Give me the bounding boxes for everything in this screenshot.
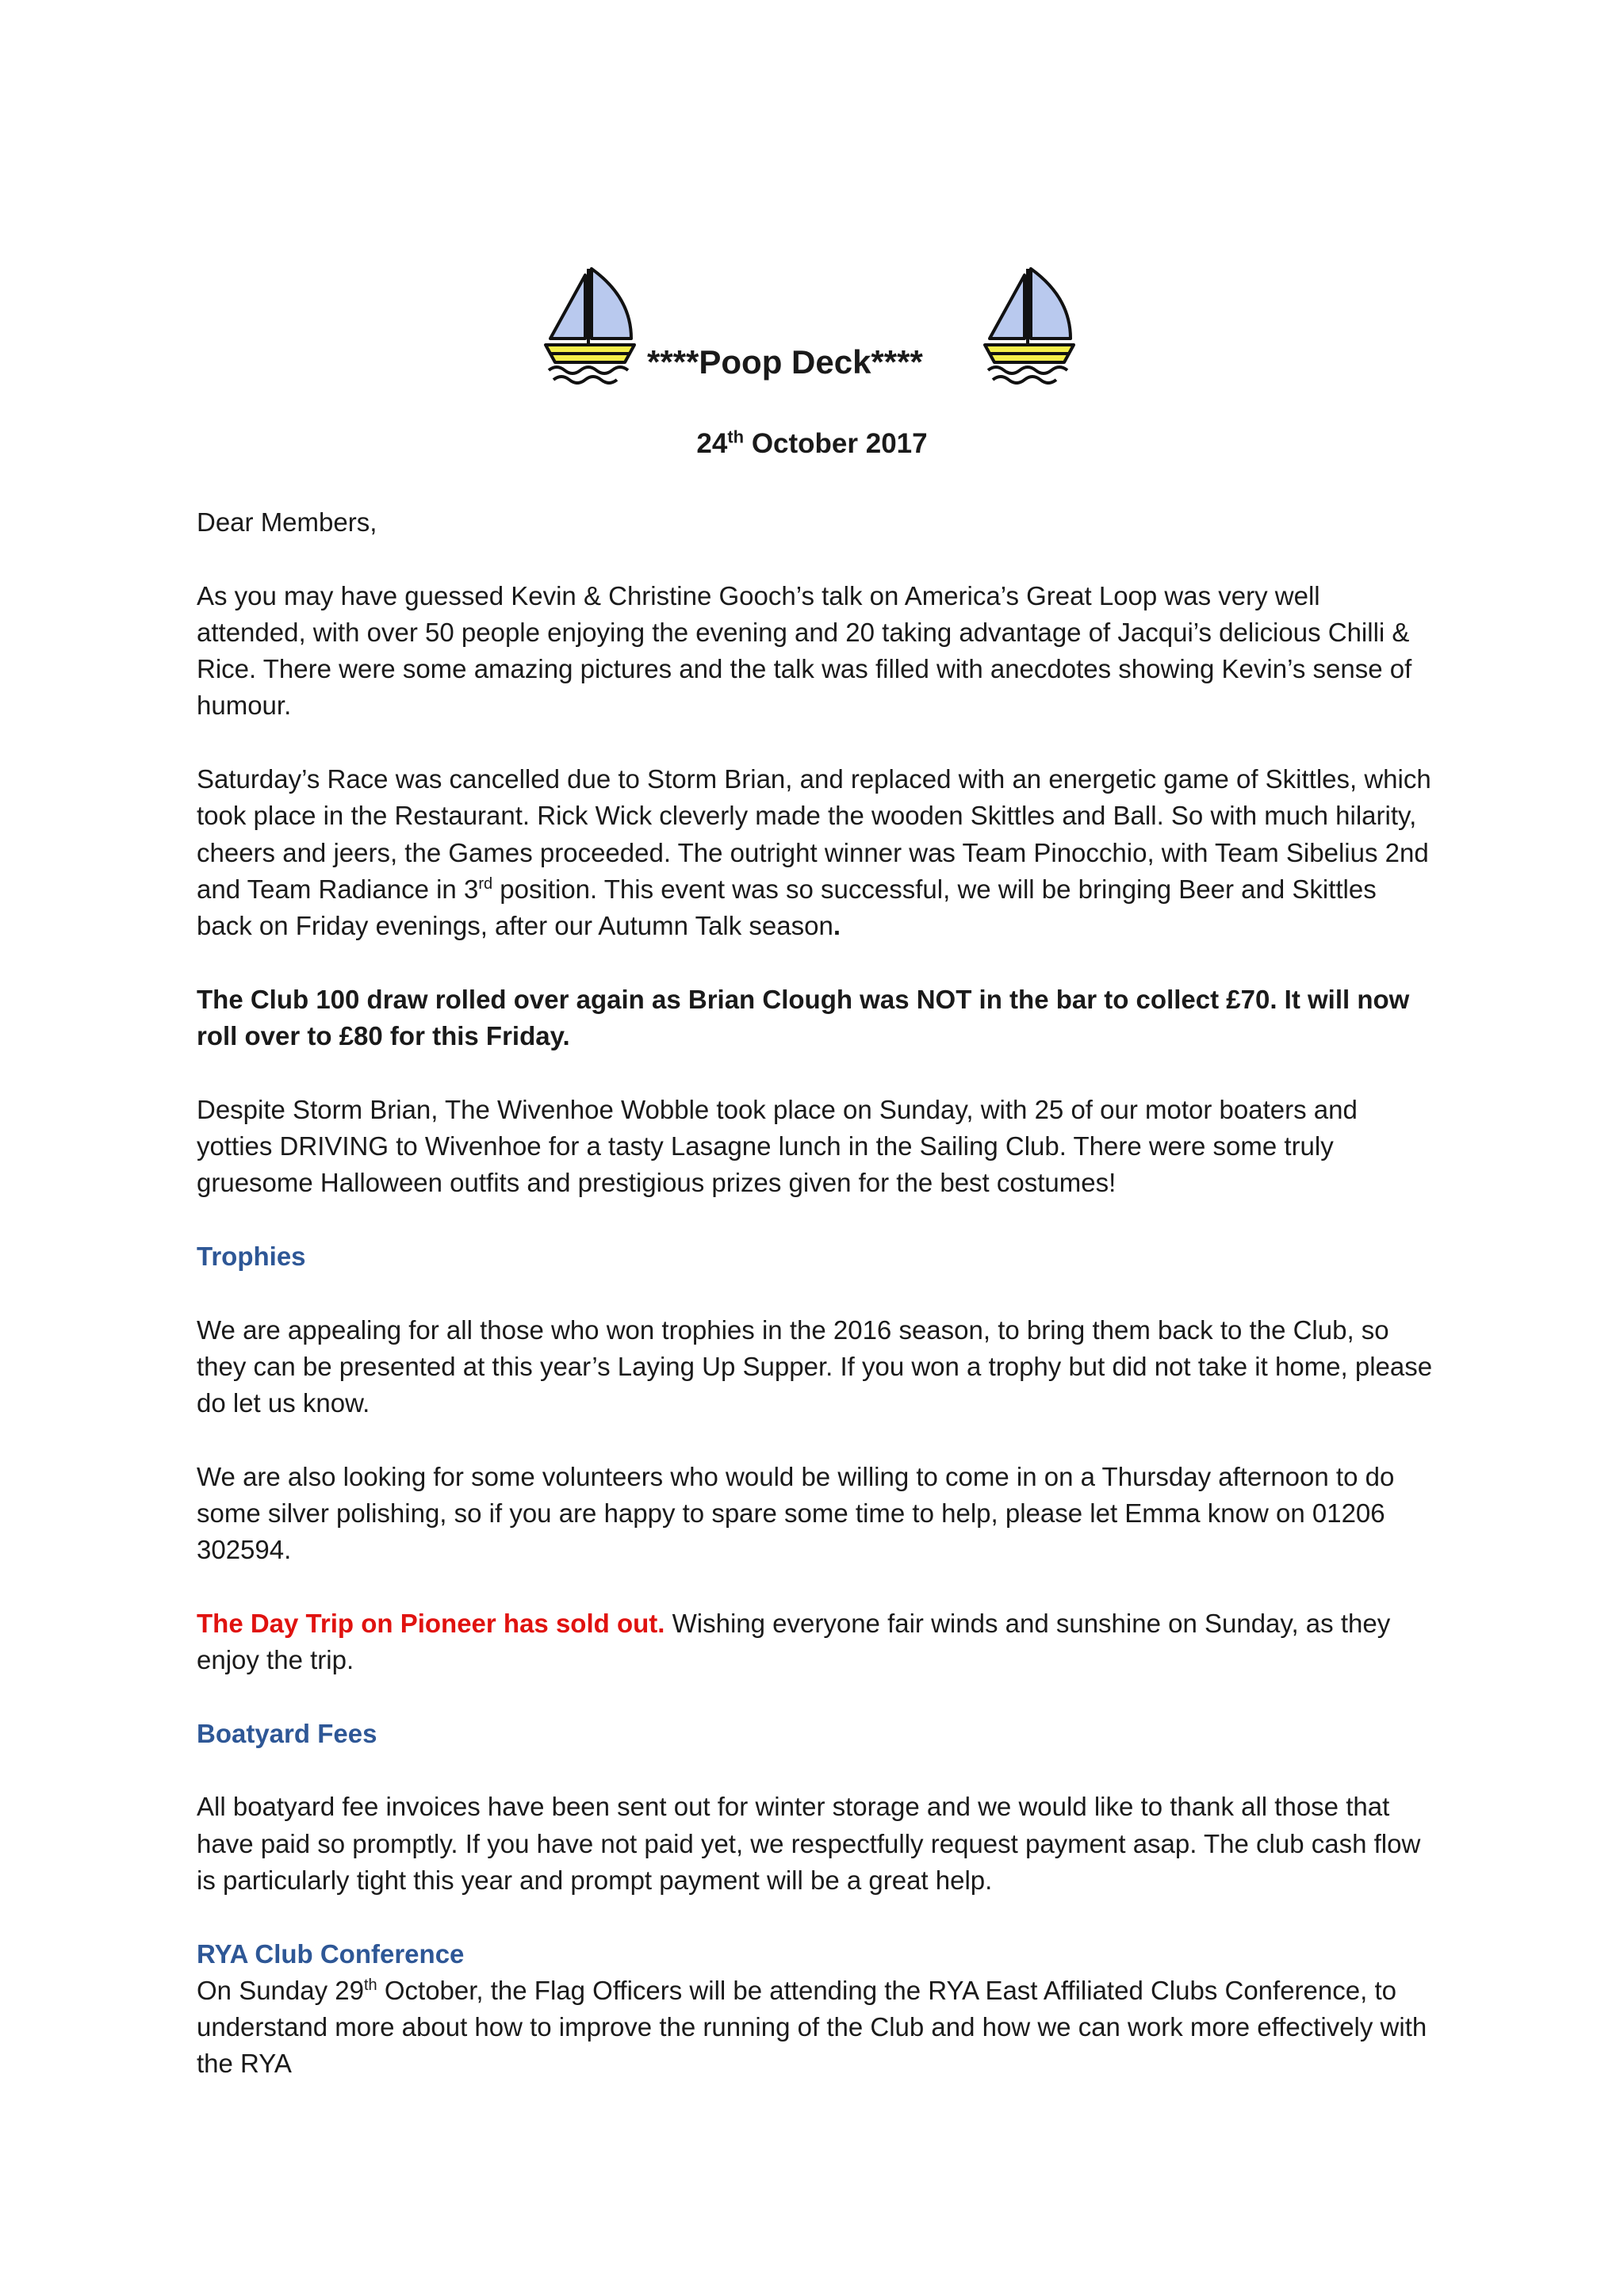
sailboat-icon (542, 266, 638, 385)
paragraph-trophies-appeal: We are appealing for all those who won trophies in the 2016 season, to bring them back to the Club, so they can be presented at this year’s Laying Up Supper. If you won a trophy but did not take it home, please do let us know. (197, 1314, 1433, 1418)
sailboat-icon (982, 266, 1077, 385)
paragraph-wivenhoe-wobble: Despite Storm Brian, The Wivenhoe Wobble took place on Sunday, with 25 of our motor boaters and yotties DRIVING to Wivenhoe for a tasty Lasagne lunch in the Sailing Club. There were some truly gruesome Halloween outfits and prestigious prizes given for the best costumes! (197, 1094, 1358, 1198)
paragraph-boatyard-fees: All boatyard fee invoices have been sent out for winter storage and we would like to thank all those that have paid so promptly. If you have not paid yet, we respectfully request payment asap. The club cash flow is particularly tight this year and prompt payment will be a great help. (197, 1792, 1421, 1895)
paragraph-silver-polishing: We are also looking for some volunteers who would be willing to come in on a Thursday afternoon to do some silver polishing, so if you are happy to spare some time to help, please let Emma know on 01206 302594. (197, 1461, 1395, 1565)
day-trip-sold-out: The Day Trip on Pioneer has sold out. (197, 1608, 665, 1638)
skittles-text-a: Saturday’s Race was cancelled due to Storm Brian, and replaced with an energetic game of Skittles, which took place in the Restaurant. Rick Wick cleverly made the wooden Skittles and Ball. So with much hilarity, cheers and jeers, the Games proceeded. The outright winner was Team Pinocchio, with Team Sibelius 2nd and Team Radiance in 3 (197, 764, 1431, 904)
heading-rya-club-conference: RYA Club Conference (197, 1938, 465, 1969)
skittles-end: . (833, 911, 841, 941)
date-suffix: th (727, 427, 745, 447)
paragraph-rya-conference (197, 1973, 1434, 2083)
skittles-text-b: position. This event was so successful, we will be bringing Beer and Skittles back on Friday evenings, after our Autumn Talk season (197, 874, 1377, 941)
heading-trophies: Trophies (197, 1241, 306, 1271)
skittles-sup: rd (478, 874, 493, 893)
newsletter-body (197, 504, 1434, 2119)
day-trip-rest: Wishing everyone fair winds and sunshine on Sunday, as they enjoy the trip. (197, 1608, 1391, 1675)
paragraph-great-loop-talk: As you may have guessed Kevin & Christine Gooch’s talk on America’s Great Loop was very well attended, with over 50 people enjoying the evening and 20 taking advantage of Jacqui’s delicious Chilli & Rice. There were some amazing pictures and the talk was filled with anecdotes showing Kevin’s sense of humour. (197, 580, 1412, 721)
rya-sup: th (364, 1976, 377, 1994)
date-rest: October 2017 (744, 428, 928, 459)
paragraph-day-trip (197, 1605, 1434, 1679)
heading-boatyard-fees: Boatyard Fees (197, 1718, 377, 1748)
paragraph-skittles (197, 761, 1434, 944)
paragraph-club-100-draw: The Club 100 draw rolled over again as Brian Clough was NOT in the bar to collect £70. It will now roll over to £80 for this Friday. (197, 984, 1410, 1051)
newsletter-date (0, 428, 1624, 460)
rya-text-a: On Sunday 29 (197, 1975, 364, 2005)
greeting: Dear Members, (197, 507, 377, 537)
rya-text-b: October, the Flag Officers will be attending the RYA East Affiliated Clubs Conference, to understand more about how to improve the running of the Club and how we can work more effectively with the RYA (197, 1975, 1427, 2079)
newsletter-header (0, 266, 1624, 392)
newsletter-title: ****Poop Deck**** (647, 343, 923, 381)
date-day: 24 (696, 428, 728, 459)
